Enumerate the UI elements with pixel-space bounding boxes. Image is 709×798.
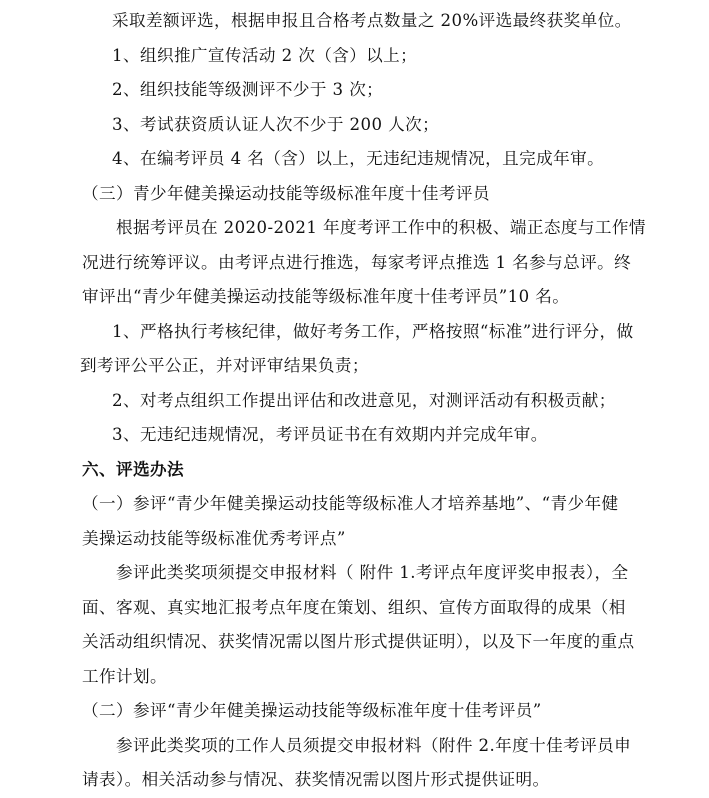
line-3: 2、组织技能等级测评不少于 3 次； [112,80,384,99]
line-11: 到考评公平公正，并对评审结果负责； [80,356,369,375]
subsection-heading-2: （二）参评“青少年健美操运动技能等级标准年度十佳考评员” [82,701,542,720]
line-22: 参评此类奖项的工作人员须提交申报材料（附件 2.年度十佳考评员申 [116,735,632,755]
line-2: 1、组织推广宣传活动 2 次（含）以上； [112,45,418,65]
line-7: 根据考评员在 2020-2021 年度考评工作中的积极、端正态度与工作情 [116,218,646,237]
line-13: 3、无违纪违规情况，考评员证书在有效期内并完成年审。 [112,425,548,444]
section-heading-3: （三）青少年健美操运动技能等级标准年度十佳考评员 [82,183,490,203]
line-9: 审评出“青少年健美操运动技能等级标准年度十佳考评员”10 名。 [82,287,570,306]
line-12: 2、对考点组织工作提出评估和改进意见，对测评活动有积极贡献； [112,390,616,410]
subsection-heading-1: （一）参评“青少年健美操运动技能等级标准人才培养基地”、“青少年健 [82,494,619,513]
line-18: 面、客观、真实地汇报考点年度在策划、组织、宣传方面取得的成果（相 [82,597,626,617]
line-17: 参评此类奖项须提交申报材料（ 附件 1.考评点年度评奖申报表），全 [116,563,629,582]
section-heading-six: 六、评选办法 [82,459,184,479]
line-1: 采取差额评选，根据申报且合格考点数量之 20%评选最终获奖单位。 [112,11,632,30]
line-19: 关活动组织情况、获奖情况需以图片形式提供证明），以及下一年度的重点 [82,632,635,651]
line-5: 4、在编考评员 4 名（含）以上，无违纪违规情况，且完成年审。 [112,149,605,168]
line-16: 美操运动技能等级标准优秀考评点” [82,528,346,548]
line-4: 3、考试获资质认证人次不少于 200 人次； [112,114,440,134]
line-23: 请表）。相关活动参与情况、获奖情况需以图片形式提供证明。 [82,770,550,789]
line-20: 工作计划。 [82,666,167,686]
line-8: 况进行统筹评议。由考评点进行推选，每家考评点推选 1 名参与总评。终 [82,252,632,272]
line-10: 1、严格执行考核纪律，做好考务工作，严格按照“标准”进行评分，做 [112,321,634,341]
